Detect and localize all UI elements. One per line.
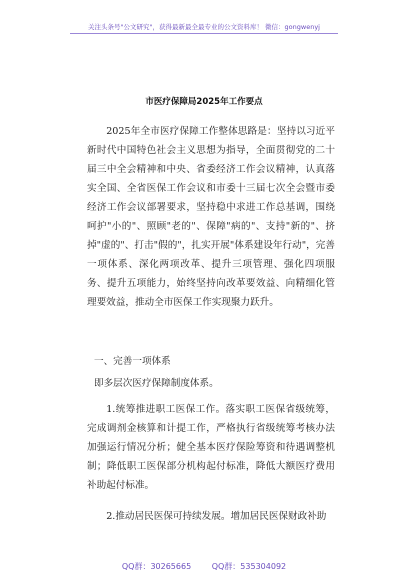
header-divider (70, 33, 338, 34)
header-notice: 关注头条号"公文研究"，获得最新最全最专业的公文资料库！ 微信：gongwenyj (88, 23, 320, 31)
section-heading: 一、完善一项体系 (94, 356, 171, 367)
intro-paragraph: 2025年全市医疗保障工作整体思路是：坚持以习近平新时代中国特色社会主义思想为指导，全面贯彻党的二十届三中全会精神和中央、省委经济工作会议精神，认真落实全国、全省医保工作会议和市委十三届七次全会暨市委经济工作会议部署要求，坚持稳中求进工作总基调，围绕呵护"小的"、照顾"老的"、保障"病的"、支持"新的"、挤掉"虚的"、打击"假的"，扎实开展"体系建设年行动"，完善一项体系、深化两项改革、提升三项管理、强化四项服务、提升五项能力，始终坚持向改革要效益、向精细化管理要效益，推动全市医保工作实现聚力跃升。 (87, 126, 335, 308)
document-title: 市医疗保障局2025年工作要点 (145, 97, 263, 107)
item-paragraph-2: 2.推动居民医保可持续发展。增加居民医保财政补助 (106, 511, 327, 522)
item-paragraph-1: 1.统筹推进职工医保工作。落实职工医保省级统筹，完成调剂金核算和计提工作，严格执行省级统筹考核办法加强运行情况分析；健全基本医疗保险筹资和待遇调整机制；降低职工医保部分机构起付标准，降低大额医疗费用补助起付标准。 (87, 404, 335, 491)
footer (0, 561, 408, 572)
footer-qq-group-2: QQ群：535304092 (211, 562, 287, 571)
footer-qq-group-1: QQ群：30265665 (121, 562, 192, 571)
section-subheading: 即多层次医疗保障制度体系。 (94, 378, 219, 389)
